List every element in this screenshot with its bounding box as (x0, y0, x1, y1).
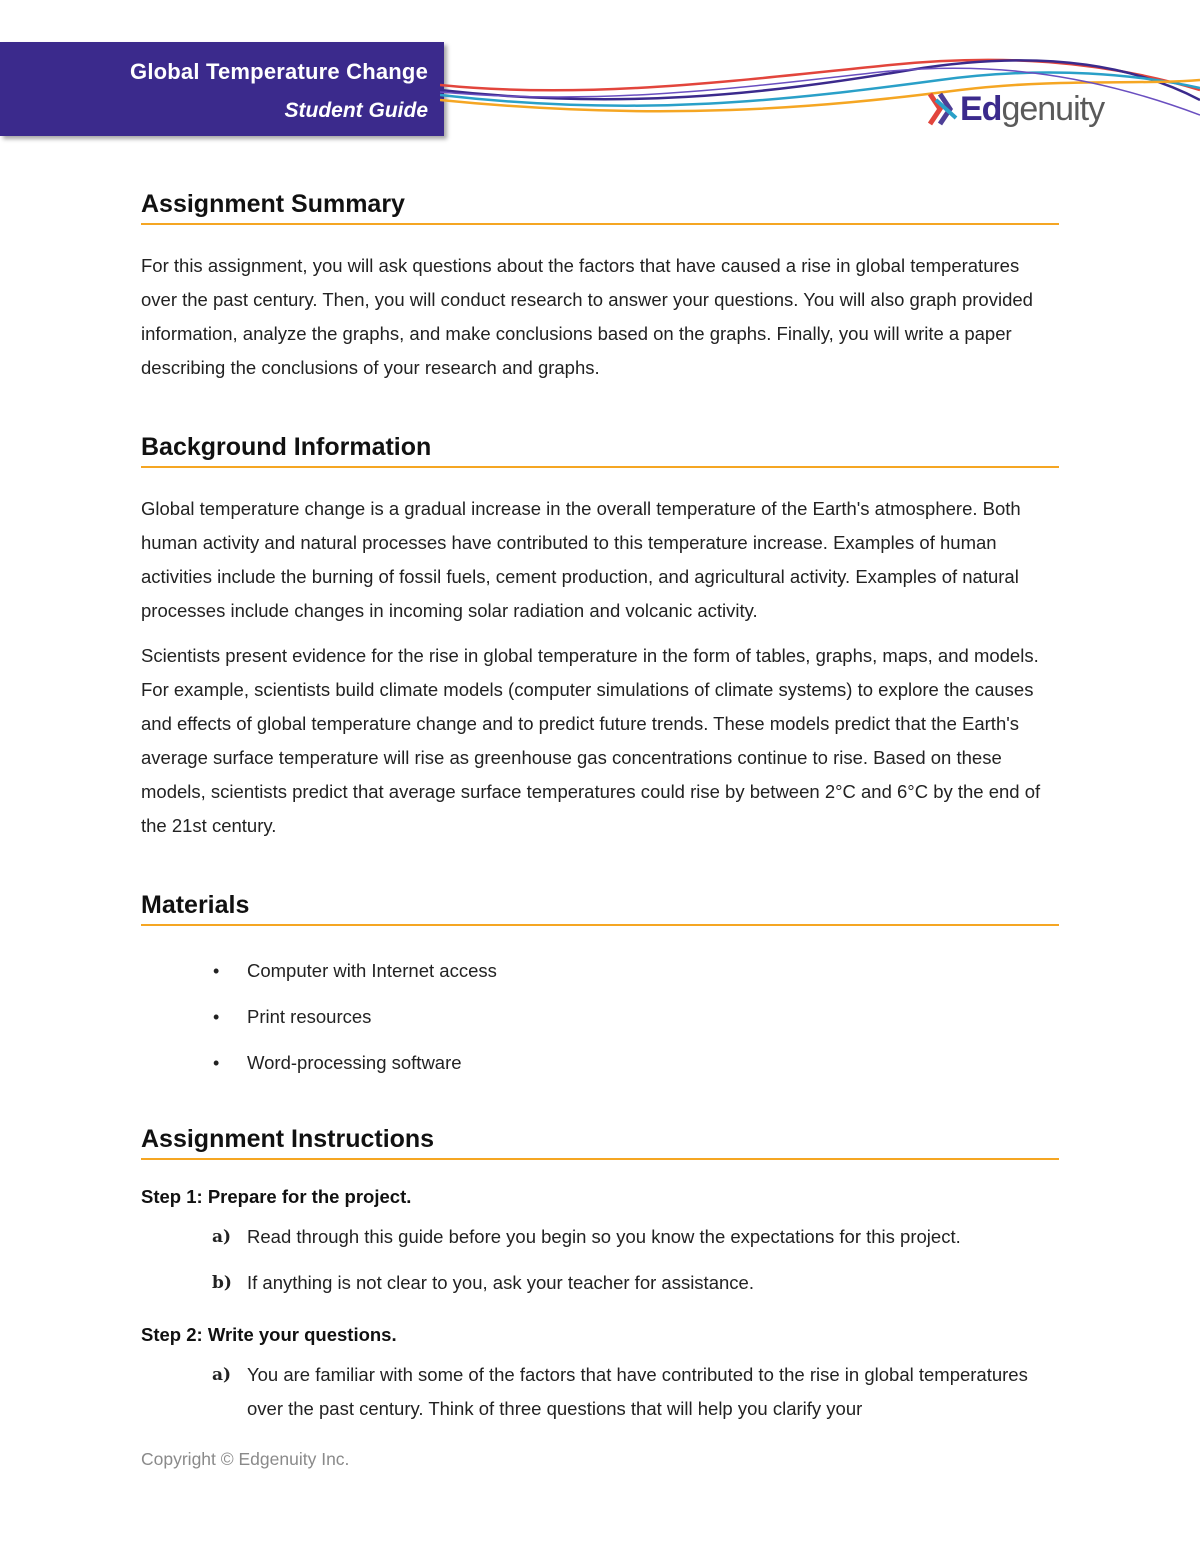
materials-list (141, 948, 1059, 1086)
heading-materials: Materials (141, 891, 1059, 926)
list-item (141, 1266, 1059, 1300)
list-item (141, 1220, 1059, 1254)
material-label: Word-processing software (247, 1052, 462, 1073)
section-assignment-summary (141, 190, 1059, 385)
item-letter: b) (212, 1273, 232, 1293)
background-paragraph-1: Global temperature change is a gradual increase in the overall temperature of the Earth's atmosphere. Both human activity and natural processes have contributed to this temperature increase. Examples of human activities include the burning of fossil fuels, cement production, and agricultural activity. Examples of natural processes include changes in incoming solar radiation and volcanic activity. (141, 498, 1021, 621)
list-item (141, 1358, 1059, 1426)
bullet-icon: • (213, 1007, 220, 1027)
item-text: If anything is not clear to you, ask your teacher for assistance. (247, 1272, 754, 1293)
step-1-title: Step 1: Prepare for the project. (141, 1186, 412, 1207)
item-letter: a) (212, 1227, 232, 1247)
copyright-footer: Copyright © Edgenuity Inc. (141, 1449, 350, 1469)
bullet-icon: • (213, 1053, 220, 1073)
step-2-list (141, 1358, 1059, 1426)
list-item (141, 994, 1059, 1040)
section-assignment-instructions (141, 1125, 1059, 1426)
background-paragraph-2: Scientists present evidence for the rise in global temperature in the form of tables, graphs, maps, and models. For example, scientists build climate models (computer simulations of climate systems) to explore the causes and effects of global temperature change and to predict future trends. These models predict that the Earth's average surface temperature will rise as greenhouse gas concentrations continue to rise. Based on these models, scientists predict that average surface temperatures could rise by between 2°C and 6°C by the end of the 21st century. (141, 645, 1041, 836)
material-label: Print resources (247, 1006, 372, 1027)
material-label: Computer with Internet access (247, 960, 497, 981)
section-materials (141, 891, 1059, 1086)
step-2-title: Step 2: Write your questions. (141, 1324, 397, 1345)
heading-assignment-summary: Assignment Summary (141, 190, 1059, 225)
summary-paragraph: For this assignment, you will ask questions about the factors that have caused a rise in global temperatures over the past century. Then, you will conduct research to answer your questions. You will also graph provided information, analyze the graphs, and make conclusions based on the graphs. Finally, you will write a paper describing the conclusions of your research and graphs. (141, 255, 1033, 378)
logo-wordmark (960, 90, 1104, 129)
item-text: Read through this guide before you begin so you know the expectations for this project. (247, 1226, 961, 1247)
item-text: You are familiar with some of the factors that have contributed to the rise in global temperatures over the past century. Think of three questions that will help you clarify your (247, 1364, 1028, 1419)
heading-assignment-instructions: Assignment Instructions (141, 1125, 1059, 1160)
list-item (141, 1040, 1059, 1086)
section-background-information (141, 433, 1059, 843)
bullet-icon: • (213, 961, 220, 981)
heading-background-information: Background Information (141, 433, 1059, 468)
edgenuity-x-icon (926, 92, 962, 126)
document-title: Global Temperature Change (130, 59, 428, 84)
list-item (141, 948, 1059, 994)
title-banner (0, 42, 444, 136)
step-1-list (141, 1220, 1059, 1300)
document-subtitle: Student Guide (284, 99, 428, 122)
logo-text-ed: Ed (960, 90, 1002, 128)
logo-text-genuity: genuity (1001, 90, 1105, 128)
item-letter: a) (212, 1365, 232, 1385)
